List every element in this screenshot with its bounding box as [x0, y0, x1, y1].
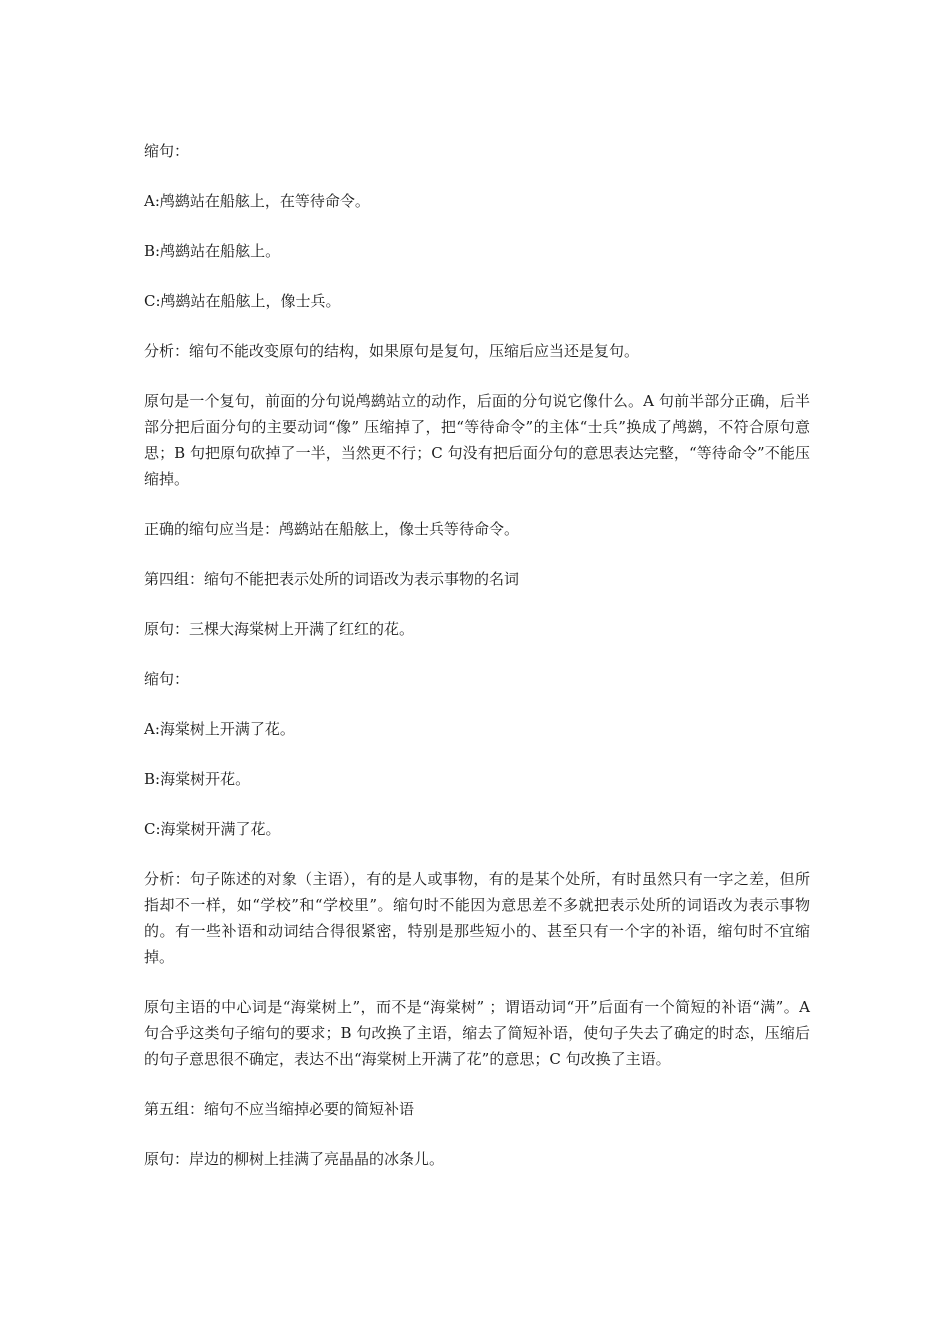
original-sentence-5: 原句：岸边的柳树上挂满了亮晶晶的冰条儿。: [144, 1150, 445, 1168]
explanation-1: 原句是一个复句，前面的分句说鸬鹚站立的动作，后面的分句说它像什么。A 句前半部分正确，后半部分把后面分句的主要动词“像” 压缩掉了，把“等待命令”的主体“士兵”换成了鸬鹚，不符合原句意思；B 句把原句砍掉了一半，当然更不行；C 句没有把后面分句的意思表达完整，“等待命令”不能压缩掉。: [144, 392, 810, 488]
document-body: [144, 138, 810, 1196]
option-b-4: B:海棠树开花。: [144, 770, 251, 788]
option-c-4: C:海棠树开满了花。: [144, 820, 281, 838]
label-suoju-4: 缩句：: [144, 670, 190, 688]
explanation-4: 原句主语的中心词是“海棠树上”，而不是“海棠树” ；谓语动词“开”后面有一个简短的补语“满”。A 句合乎这类句子缩句的要求；B 句改换了主语，缩去了简短补语，使句子失去了确定的时态，压缩后的句子意思很不确定，表达不出“海棠树上开满了花”的意思；C 句改换了主语。: [144, 998, 810, 1068]
option-b-1: B:鸬鹚站在船舷上。: [144, 242, 281, 260]
option-a-4: A:海棠树上开满了花。: [144, 720, 295, 738]
original-sentence-4: 原句：三棵大海棠树上开满了红红的花。: [144, 620, 415, 638]
group-heading-4: 第四组：缩句不能把表示处所的词语改为表示事物的名词: [144, 570, 520, 588]
correct-answer-1: 正确的缩句应当是：鸬鹚站在船舷上，像士兵等待命令。: [144, 520, 520, 538]
option-a-1: A:鸬鹚站在船舷上，在等待命令。: [144, 192, 370, 210]
analysis-1: 分析：缩句不能改变原句的结构，如果原句是复句，压缩后应当还是复句。: [144, 342, 640, 360]
option-c-1: C:鸬鹚站在船舷上，像士兵。: [144, 292, 341, 310]
label-suoju-1: 缩句：: [144, 142, 190, 160]
group-heading-5: 第五组：缩句不应当缩掉必要的简短补语: [144, 1100, 415, 1118]
analysis-4: 分析：句子陈述的对象（主语），有的是人或事物，有的是某个处所，有时虽然只有一字之差，但所指却不一样，如“学校”和“学校里”。缩句时不能因为意思差不多就把表示处所的词语改为表示事物的。有一些补语和动词结合得很紧密，特别是那些短小的、甚至只有一个字的补语，缩句时不宜缩掉。: [144, 870, 810, 966]
